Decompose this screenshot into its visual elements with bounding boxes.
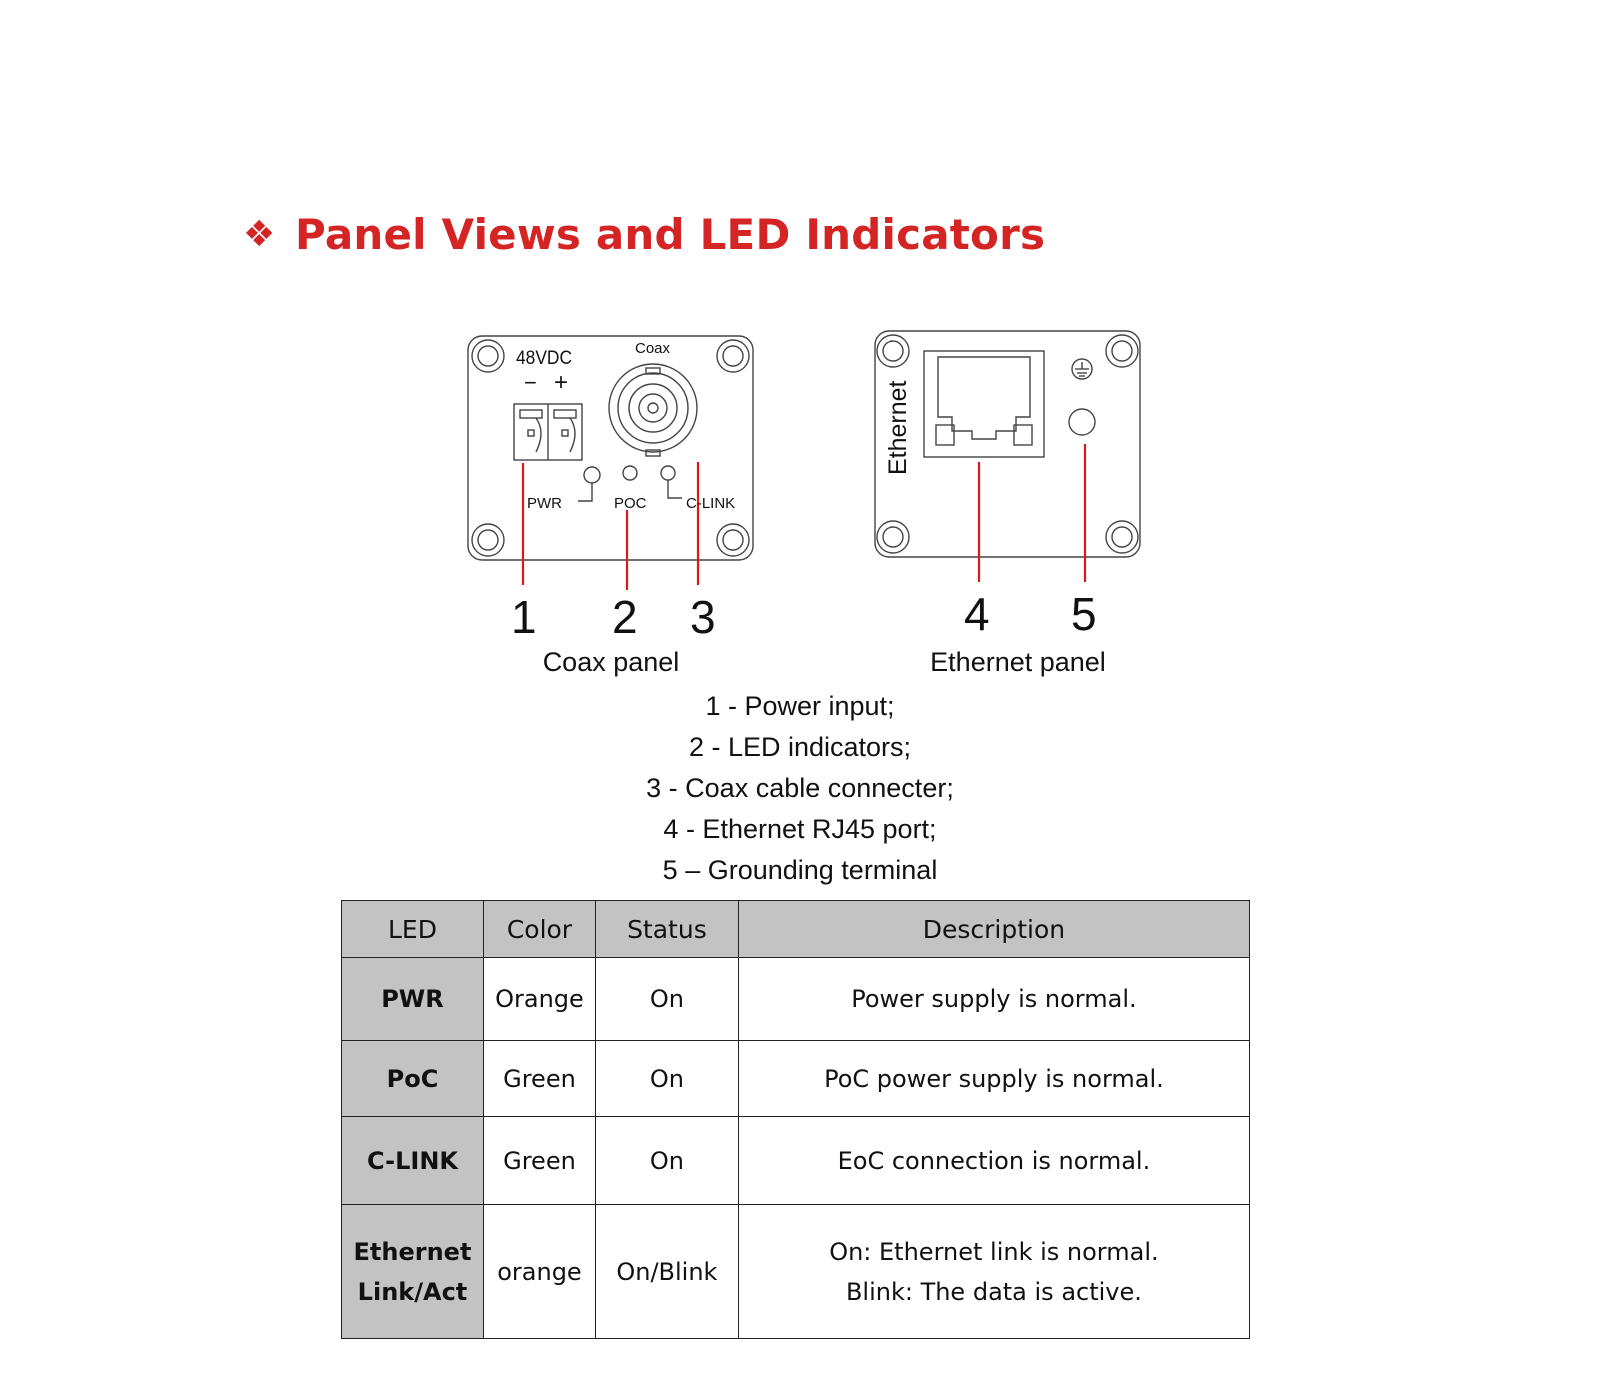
port-label-ethernet: Ethernet (884, 380, 912, 475)
callout-number-5: 5 (1071, 588, 1097, 640)
led-name-line: Link/Act (357, 1277, 468, 1306)
led-name-cell: PWR (342, 958, 484, 1041)
diamond-bullet-icon: ❖ (243, 213, 276, 255)
table-row (342, 958, 1250, 1041)
ethernet-panel-screw-icon (877, 335, 1138, 553)
column-header-description: Description (738, 901, 1249, 958)
column-header-color: Color (483, 901, 595, 958)
polarity-minus-label: − (524, 370, 537, 395)
callout-lines (523, 444, 1085, 590)
description-cell (738, 1205, 1249, 1339)
led-name-cell: PoC (342, 1041, 484, 1117)
column-header-status: Status (595, 901, 738, 958)
table-row (342, 1205, 1250, 1339)
legend-item: 4 - Ethernet RJ45 port; (663, 814, 937, 844)
connector-label: Coax (635, 340, 671, 357)
description-cell: Power supply is normal. (738, 958, 1249, 1041)
table-row (342, 1041, 1250, 1117)
ethernet-panel-caption: Ethernet panel (930, 647, 1106, 677)
callout-legend (400, 686, 1200, 891)
grounding-terminal-icon (1069, 409, 1095, 435)
led-label-pwr: PWR (527, 495, 562, 512)
color-cell: Orange (483, 958, 595, 1041)
led-label-clink: C-LINK (686, 495, 736, 512)
color-cell: orange (483, 1205, 595, 1339)
polarity-plus-label: + (554, 369, 569, 396)
coax-panel-caption: Coax panel (542, 647, 680, 677)
page-title: Panel Views and LED Indicators (295, 209, 1046, 259)
coax-bnc-connector-icon (609, 364, 697, 456)
callout-number-1: 1 (511, 591, 537, 643)
description-cell: PoC power supply is normal. (738, 1041, 1249, 1117)
legend-item: 1 - Power input; (705, 691, 895, 721)
callout-number-2: 2 (612, 591, 638, 643)
callout-number-3: 3 (690, 591, 716, 643)
legend-item: 2 - LED indicators; (688, 732, 912, 762)
coax-panel-outline (468, 336, 753, 560)
color-cell: Green (483, 1041, 595, 1117)
table-row (342, 1117, 1250, 1205)
status-cell: On (595, 958, 738, 1041)
legend-item: 5 – Grounding terminal (662, 855, 938, 885)
status-cell: On/Blink (595, 1205, 738, 1339)
color-cell: Green (483, 1117, 595, 1205)
rj45-port-icon (924, 351, 1044, 457)
led-name-line: Ethernet (353, 1237, 472, 1266)
grounding-symbol-icon (1072, 359, 1092, 379)
led-name-cell (342, 1205, 484, 1339)
column-header-led: LED (342, 901, 484, 958)
table-header-row (342, 901, 1250, 958)
description-cell: EoC connection is normal. (738, 1117, 1249, 1205)
voltage-label: 48VDC (516, 348, 572, 369)
status-cell: On (595, 1117, 738, 1205)
led-label-poc: POC (614, 495, 647, 512)
description-line: On: Ethernet link is normal. (829, 1237, 1159, 1266)
callout-number-4: 4 (964, 588, 990, 640)
description-line: Blink: The data is active. (845, 1277, 1142, 1306)
led-indicator-table (341, 900, 1250, 1339)
ethernet-panel-outline (875, 331, 1140, 557)
legend-item: 3 - Coax cable connecter; (646, 773, 954, 803)
status-cell: On (595, 1041, 738, 1117)
led-name-cell: C-LINK (342, 1117, 484, 1205)
power-terminal-block-icon (514, 404, 582, 460)
